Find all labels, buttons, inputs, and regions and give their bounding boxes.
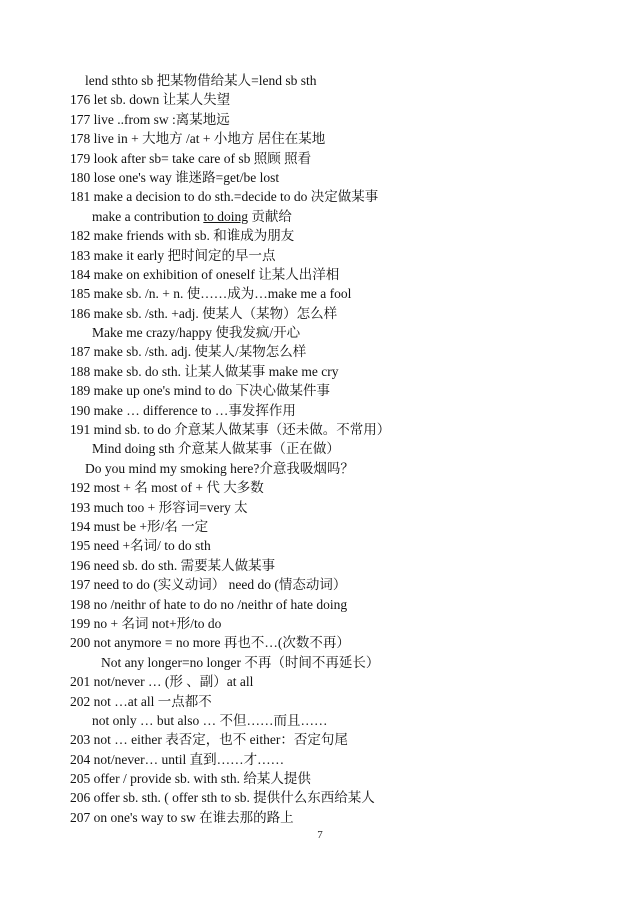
list-item: 198 no /neithr of hate to do no /neithr of hate doing <box>70 596 348 612</box>
list-item: 201 not/never … (形 、副）at all <box>70 674 254 690</box>
list-item: not only … but also … 不但……而且…… <box>92 712 328 728</box>
list-item: 197 need to do (实义动词） need do (情态动词） <box>70 577 347 593</box>
list-item: 199 no + 名词 not+形/to do <box>70 615 222 631</box>
list-item: 195 need +名词/ to do sth <box>70 538 211 554</box>
list-item: Make me crazy/happy 使我发疯/开心 <box>92 325 301 341</box>
list-item: 202 not …at all 一点都不 <box>70 693 212 709</box>
list-item: make a contribution to doing 贡献给 <box>92 208 292 224</box>
list-item: 190 make … difference to …事发挥作用 <box>70 402 296 418</box>
list-item: Mind doing sth 介意某人做某事（正在做） <box>92 441 340 457</box>
list-item: 177 live ..from sw :离某地远 <box>70 111 230 127</box>
page-number: 7 <box>317 829 323 841</box>
list-item: 189 make up one's mind to do 下决心做某件事 <box>70 383 331 399</box>
list-item: 184 make on exhibition of oneself 让某人出洋相 <box>70 266 340 282</box>
list-item: 179 look after sb= take care of sb 照顾 照看 <box>70 150 312 166</box>
list-item: 200 not anymore = no more 再也不…(次数不再） <box>70 635 350 651</box>
list-item: 180 lose one's way 谁迷路=get/be lost <box>70 169 280 185</box>
list-item: Do you mind my smoking here?介意我吸烟吗？ <box>85 460 354 476</box>
list-item: 206 offer sb. sth. ( offer sth to sb. 提供什么东西给某人 <box>70 790 375 806</box>
list-item: Not any longer=no longer 不再（时间不再延长） <box>101 654 380 670</box>
list-item: 191 mind sb. to do 介意某人做某事（还未做。不常用） <box>70 422 391 438</box>
list-item: 187 make sb. /sth. adj. 使某人/某物怎么样 <box>70 344 307 360</box>
list-item: 194 must be +形/名 一定 <box>70 518 209 534</box>
list-item: 196 need sb. do sth. 需要某人做某事 <box>70 557 276 573</box>
list-item: 192 most + 名 most of + 代 大多数 <box>70 480 264 496</box>
vocabulary-list <box>0 71 640 827</box>
list-item: 185 make sb. /n. + n. 使……成为…make me a fool <box>70 286 352 302</box>
list-item: 203 not … either 表否定，也不 either：否定句尾 <box>70 732 348 748</box>
list-item: 205 offer / provide sb. with sth. 给某人提供 <box>70 771 311 787</box>
list-item: 204 not/never… until 直到……才…… <box>70 751 285 767</box>
list-item: 186 make sb. /sth. +adj. 使某人（某物）怎么样 <box>70 305 338 321</box>
list-item: 182 make friends with sb. 和谁成为朋友 <box>70 228 295 244</box>
list-item: lend sthto sb 把某物借给某人=lend sb sth <box>85 73 317 88</box>
list-item: 193 much too + 形容词=very 太 <box>70 499 248 515</box>
list-item: 176 let sb. down 让某人失望 <box>70 92 231 108</box>
list-item: 188 make sb. do sth. 让某人做某事 make me cry <box>70 363 339 379</box>
list-item: 207 on one's way to sw 在谁去那的路上 <box>70 809 294 825</box>
list-item: 181 make a decision to do sth.=decide to do 决定做某事 <box>70 189 379 205</box>
list-item: 178 live in + 大地方 /at + 小地方 居住在某地 <box>70 131 326 147</box>
list-item: 183 make it early 把时间定的早一点 <box>70 247 276 263</box>
